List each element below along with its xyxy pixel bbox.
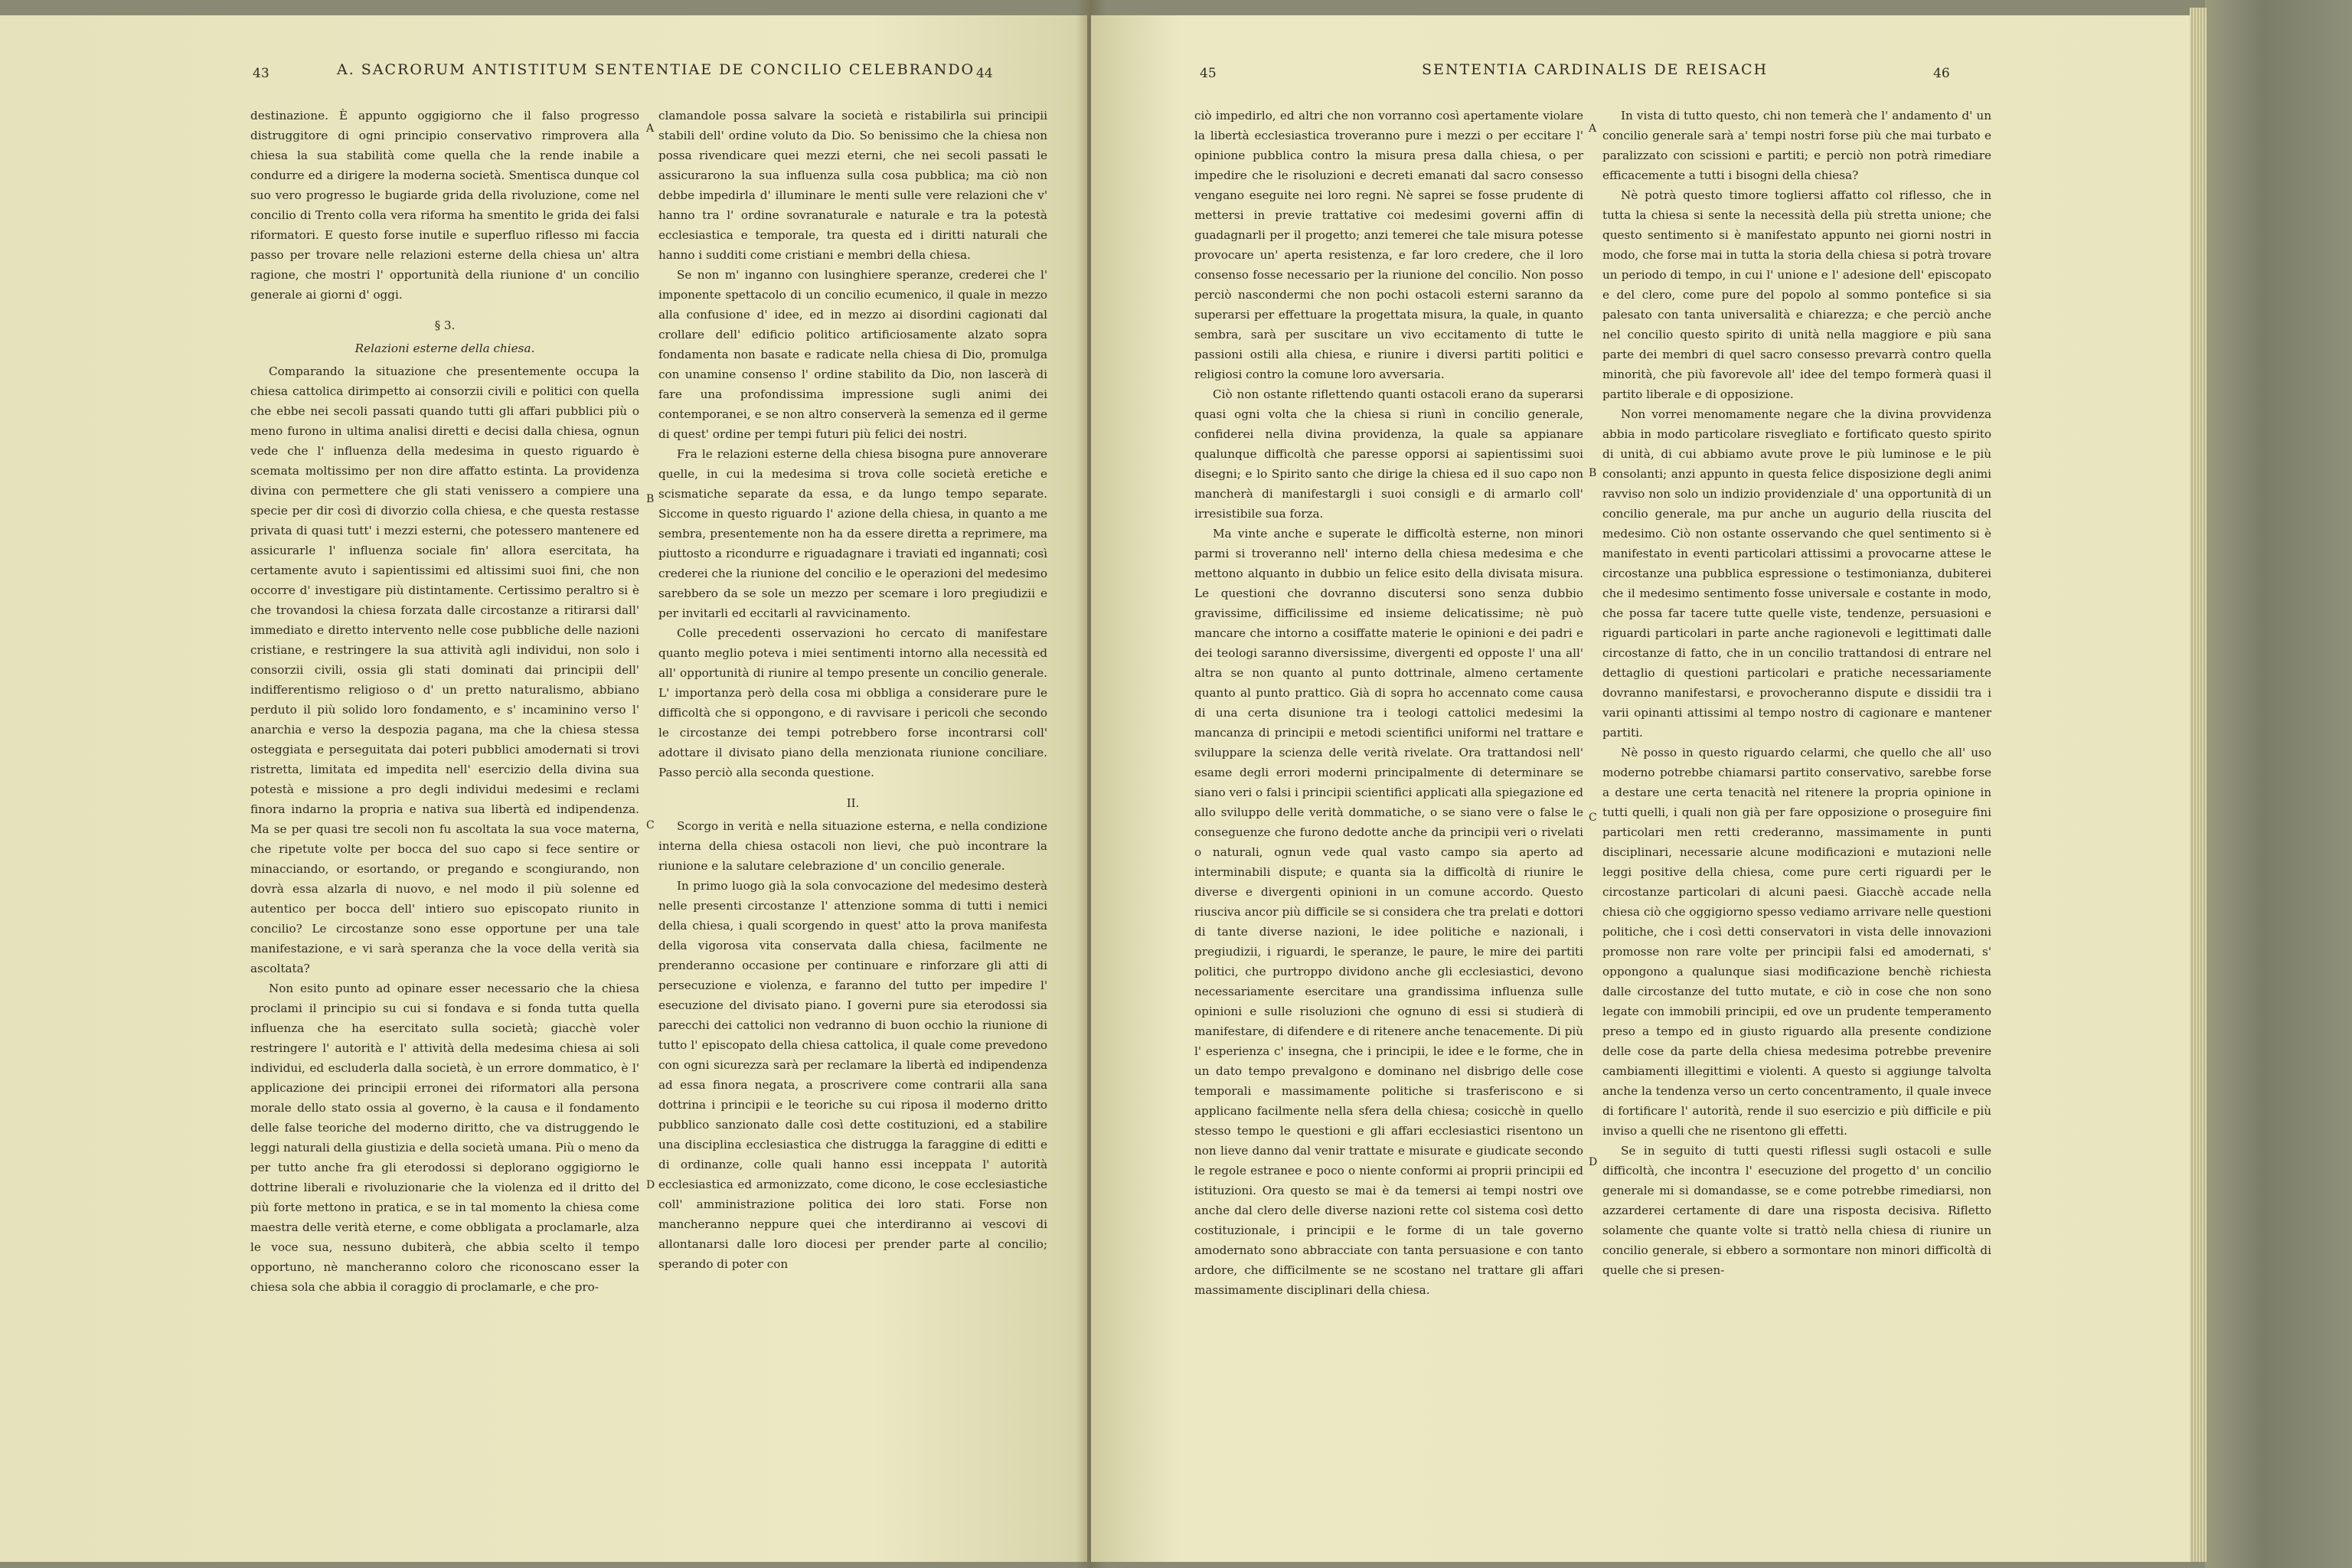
text-column-right bbox=[658, 106, 1047, 1274]
paragraph: Nè potrà questo timore togliersi affatto col riflesso, che in tutta la chiesa si sente la necessità della più stretta unione; che questo sentimento si è manifestato appunto nei giorni nostri in modo, che forse mai in tutta la storia della chiesa si potrà trovare un periodo di tempo, in cui l' unione e l' adesione dell' episcopato e del clero, come pure del popolo al sommo pontefice si sia palesato con tanta universalità e chiarezza; e che perciò anche nel concilio questo spirito di unità nella maggiore e più sana parte dei membri di quel sacro consesso prevarrà contro quella minorità, che più favorevole all' idee del tempo formerà quasi il partito liberale e di opposizione. bbox=[1602, 188, 1991, 401]
paragraph: Non esito punto ad opinare esser necessario che la chiesa proclami il principio su cui si fondava e si fonda tutta quella influenza che ha esercitato sulla società; giacchè voler restringere l' autorità e l' attività della medesima chiesa ai soli individui, ed escluderla dalla società, è un errore dommatico, è l' applicazione dei principii erronei dei riformatori alla persona morale dello stato ossia al governo, è la causa e il fondamento delle false teoriche del moderno diritto, che va distruggendo le leggi naturali della giustizia e della società umana. Più o meno da per tutto anche fra gli eterodossi si deplorano oggigiorno le dottrine liberali e rivoluzionarie che la violenza ed il dritto del più forte mettono in pratica, e se in tal momento la chiesa come maestra delle verità eterne, e come obbligata a proclamarle, alza le voce sua, nessuno dubiterà, che abbia scelto il tempo opportuno, nè mancheranno coloro che riconoscano esser la chiesa sola che abbia il coraggio di proclamarle, e che pro- bbox=[250, 982, 639, 1294]
right-page bbox=[1091, 15, 2194, 1562]
paragraph: Se non m' inganno con lusinghiere speranze, crederei che l' imponente spettacolo di un concilio ecumenico, il quale in mezzo alla confusione d' idee, ed in mezzo ai disordini cagionati dal crollare dell' edificio politico artificiosamente alzato sopra fondamenta non basate e radicate nella chiesa di Dio, promulga con unamine consenso l' ordine stabilito da Dio, non lascerà di fare una profondissima impressione sugli animi dei contemporanei, e se non altro conserverà la semenza ed il germe di quest' ordine per tempi futuri più felici dei nostri. bbox=[658, 268, 1047, 441]
paragraph: Comparando la situazione che presentemente occupa la chiesa cattolica dirimpetto ai consorzii civili e politici con quella che ebbe nei secoli passati quando tutti gli affari pubblici più o meno furono in ultima analisi diretti e decisi dalla chiesa, ognun vede che l' influenza della medesima in questo riguardo è scemata moltissimo per non dire affatto estinta. La providenza divina con permettere che gli stati venissero a compiere una specie per dir così di divorzio colla chiesa, e che questa restasse privata di quasi tutt' i mezzi esterni, che potessero mantenere ed assicurarle l' influenza sociale fin' allora esercitata, ha certamente avuto i sapientissimi ed altissimi suoi fini, che non occorre d' investigare più distintamente. Certissimo peraltro si è che trovandosi la chiesa forzata dalle circostanze a ritirarsi dall' immediato e diretto intervento nelle cose pubbliche delle nazioni cristiane, e restringere la sua attività agli individui, non solo i consorzii civili, ossia gli stati dominati dai principii dell' indifferentismo religioso o d' un pretto naturalismo, abbiano perduto il più solido loro fondamento, e s' incaminino verso l' anarchia e verso la despozia pagana, ma che la chiesa stessa osteggiata e perseguitata dai poteri pubblici amodernati si trovi ristretta, limitata ed impedita nell' esercizio della divina sua potestà e missione a pro degli individui medesimi e reclami finora indarno la propria e nativa sua libertà ed indipendenza. Ma se per quasi tre secoli non fu ascoltata la sua voce materna, che ripetute volte per bocca del suo capo si fece sentire or minacciando, or esortando, or pregando e scongiurando, non dovrà essa alzarla di nuovo, e nel modo il più solenne ed autentico per bocca dell' intiero suo episcopato riunito in concilio? Le circostanze sono esse opportune per una tale manifestazione, e vi sarà speranza che la voce della verità sia ascoltata? bbox=[250, 364, 639, 975]
margin-marker: C bbox=[1589, 812, 1597, 824]
background-surface bbox=[2205, 0, 2352, 1568]
page-number: 46 bbox=[1933, 66, 1950, 81]
paragraph: In vista di tutto questo, chi non temerà che l' andamento d' un concilio generale sarà a' tempi nostri forse più che mai turbato e paralizzato con scissioni e partiti; e perciò non potrà rimediare efficacemente a tutti i bisogni della chiesa? bbox=[1602, 109, 1991, 182]
section-title: Relazioni esterne della chiesa. bbox=[354, 341, 535, 355]
margin-marker: B bbox=[1589, 467, 1597, 479]
page-edges bbox=[2190, 8, 2207, 1562]
margin-marker: C bbox=[646, 819, 655, 831]
paragraph: Scorgo in verità e nella situazione esterna, e nella condizione interna della chiesa ostacoli non lievi, che può incontrare la riunione e la salutare celebrazione d' un concilio generale. bbox=[658, 819, 1047, 873]
paragraph: Ciò non ostante riflettendo quanti ostacoli erano da superarsi quasi ogni volta che la chiesa si riunì in concilio generale, confiderei nella divina providenza, la quale sa appianare qualunque difficoltà che paresse opporsi ai sapientissimi suoi disegni; e lo Spirito santo che dirige la chiesa ed il suo capo non mancherà di manifestargli i suoi consigli e di armarlo coll' irresistibile sua forza. bbox=[1194, 387, 1583, 521]
text-column-right bbox=[1602, 106, 1991, 1280]
paragraph: clamandole possa salvare la società e ristabilirla sui principii stabili dell' ordine voluto da Dio. So benissimo che la chiesa non possa rivendicare quei mezzi eterni, che nei secoli passati le assicurarono la sua influenza sulla cosa pubblica; ma ciò non debbe impedirla d' illuminare le menti sulle vere relazioni che v' hanno tra l' ordine sovranaturale e naturale e tra la potestà ecclesiastica e temporale, tra questa ed i diritti naturali che hanno i sudditi come cristiani e membri della chiesa. bbox=[658, 109, 1047, 262]
paragraph: destinazione. È appunto oggigiorno che il falso progresso distruggitore di ogni principio conservativo rimprovera alla chiesa la sua stabilità come quella che la rende inabile a condurre ed a dirigere la moderna società. Smentisca dunque col suo vero progresso le bugiarde grida della rivoluzione, come nel concilio di Trento colla vera riforma ha smentito le grida dei falsi riformatori. E questo forse inutile e superfluo riflesso mi faccia passo per trovare nelle relazioni esterne della chiesa un' altra ragione, che mostri l' opportunità della riunione d' un concilio generale ai giorni d' oggi. bbox=[250, 109, 639, 302]
margin-marker: D bbox=[1589, 1156, 1598, 1168]
margin-marker: B bbox=[646, 493, 655, 505]
paragraph: Fra le relazioni esterne della chiesa bisogna pure annoverare quelle, in cui la medesima si trova colle società eretiche e scismatiche separate da essa, e da lungo tempo separate. Siccome in questo riguardo l' azione della chiesa, in quanto a me sembra, presentemente non ha da essere diretta a reprimere, ma piuttosto a ricondurre e riguadagnare i traviati ed ingannati; così crederei che la riunione del concilio e le operazioni del medesimo sarebbero da se sole un mezzo per scemare i loro pregiudizii e per invitarli ed eccitarli al ravvicinamento. bbox=[658, 447, 1047, 620]
paragraph: Se in seguito di tutti questi riflessi sugli ostacoli e sulle difficoltà, che incontra l' esecuzione del progetto d' un concilio generale mi si domandasse, se e come potrebbe rimediarsi, non azzarderei certamente di dare una risposta decisiva. Rifletto solamente che quante volte si trattò nella chiesa di riunire un concilio generale, si ebbero a sormontare non minori difficoltà di quelle che si presen- bbox=[1602, 1144, 1991, 1277]
text-column-left bbox=[250, 106, 639, 1297]
left-page bbox=[0, 15, 1087, 1562]
margin-marker: A bbox=[1589, 122, 1597, 135]
paragraph: In primo luogo già la sola convocazione del medesimo desterà nelle presenti circostanze l' attenzione somma di tutti i nemici della chiesa, i quali scorgendo in quest' atto la prova manifesta della vigorosa vita conservata dalla chiesa, facilmente ne prenderanno occasione per continuare e rinforzare gli atti di persecuzione e violenza, e faranno del tutto per impedire l' esecuzione del divisato piano. I governi pure sia eterodossi sia parecchi dei cattolici non vedranno di buon occhio la riunione di tutto l' episcopato della chiesa cattolica, il quale come prevedono con ogni sicurezza sarà per reclamare la libertà ed indipendenza ad essa finora negata, a proscrivere come contrarii alla sana dottrina i principii e le teoriche su cui riposa il moderno dritto pubblico sanzionato dalle così dette costituzioni, ed a stabilire una disciplina ecclesiastica che distrugga la faraggine di editti e di ordinanze, colle quali hanno essi inceppata l' autorità ecclesiastica ed armonizzato, come dicono, le cose ecclesiastiche coll' amministrazione politica dei loro stati. Forse non mancheranno neppure quei che interdiranno ai vescovi di allontanarsi dalle loro diocesi per prender parte al concilio; sperando di poter con bbox=[658, 879, 1047, 1271]
running-head: SENTENTIA CARDINALIS DE REISACH bbox=[1422, 61, 1769, 78]
text-column-left bbox=[1194, 106, 1583, 1300]
paragraph: Nè posso in questo riguardo celarmi, che quello che all' uso moderno potrebbe chiamarsi partito conservativo, sarebbe forse a destare une certa tenacità nel ritenere la propria opinione in tutti quelli, i quali non già per fare opposizione o proseguire fini particolari men retti crederanno, massimamente in punti disciplinari, necessarie alcune modificazioni e mutazioni nelle leggi positive della chiesa, come pure certi riguardi per le circostanze particolari di alcuni paesi. Giacchè accade nella chiesa ciò che oggigiorno spesso vediamo arrivare nelle questioni politiche, che i così detti conservatori in vista delle innovazioni promosse non rare volte per principii falsi ed amodernati, s' oppongono a qualunque siasi modificazione benchè richiesta dalle circostanze del tutto mutate, e ciò in cose che non sono legate con immobili principii, ed ove un prudente temperamento preso a tempo ed in giusto riguardo alla presente condizione delle cose da parte della chiesa medesima potrebbe prevenire cambiamenti illegittimi e violenti. A questo si aggiunge talvolta anche la tendenza verso un certo concentramento, il quale invece di fortificare l' autorità, rende il suo esercizio e più difficile e più inviso a quelli che ne risentono gli effetti. bbox=[1602, 746, 1991, 1138]
page-number: 44 bbox=[976, 66, 993, 81]
page-number: 43 bbox=[253, 66, 270, 81]
running-head: A. SACRORUM ANTISTITUM SENTENTIAE DE CONCILIO CELEBRANDO bbox=[337, 61, 975, 78]
page-number: 45 bbox=[1200, 66, 1217, 81]
paragraph: Colle precedenti osservazioni ho cercato di manifestare quanto meglio poteva i miei sentimenti intorno alla necessità ed all' opportunità di riunire al tempo presente un concilio generale. L' importanza però della cosa mi obbliga a considerare pure le difficoltà che si oppongono, e di ravvisare i pericoli che secondo le circostanze dei tempi potrebbero forse incontrarsi coll' adottare il divisato piano della menzionata riunione conciliare. Passo perciò alla seconda questione. bbox=[658, 626, 1047, 779]
paragraph: Ma vinte anche e superate le difficoltà esterne, non minori parmi si troveranno nell' interno della chiesa medesima e che mettono alquanto in dubbio un felice esito della divisata misura. Le questioni che dovranno discutersi sono senza dubbio gravissime, difficilissime ed insieme delicatissime; nè può mancare che intorno a cosiffatte materie le opinioni e dei padri e dei teologi saranno diversissime, divergenti ed opposte l' una all' altra se non quanto al punto dottrinale, almeno certamente quanto al punto prattico. Già di sopra ho accennato come causa di una certa disunione tra i teologi cattolici medesimi la mancanza di principii e metodi scientifici uniformi nel trattare e sviluppare la scienza delle verità rivelate. Ora trattandosi nell' esame degli errori moderni principalmente di determinare se siano veri o falsi i principii scientifici applicati alla spiegazione ed allo sviluppo delle verità dommatiche, o se siano vere o false le conseguenze che furono dedotte anche da principii veri o rivelati o naturali, ognun vede qual vasto campo sia aperto ad interminabili dispute; e quanta sia la difficoltà di riunire le diverse e divergenti opinioni in un comune accordo. Questo riusciva ancor più difficile se si considera che tra prelati e dottori di tante diverse nazioni, le idee politiche e nazionali, i pregiudizii, i riguardi, le speranze, le paure, le mire dei partiti politici, che purtroppo dividono anche gli ecclesiastici, devono necessariamente esercitare una grandissima influenza sulle opinioni e sulle risoluzioni che ognuno di essi si studierà di manifestare, di difendere e di ritenere anche tenacemente. Di più l' esperienza c' insegna, che i principii, le idee e le forme, che in un dato tempo prevalgono e dominano nel disbrigo delle cose temporali e massimamente politiche si trasferiscono e si applicano facilmente nella sfera della chiesa; cosicchè in quello stesso tempo le questioni e gli affari ecclesiastici risentono un non lieve danno dal venir trattate e misurate e giudicate secondo le regole estranee e poco o niente conformi ai proprii principii ed istituzioni. Ora questo se mai è da temersi ai tempi nostri ove anche dal clero delle diverse nazioni rette col sistema così detto costituzionale, i principii e le forme di un tale governo amodernato sono abbracciate con tanta persuasione e con tanto ardore, che difficilmente se ne scostano nel trattare gli affari massimamente disciplinari della chiesa. bbox=[1194, 527, 1583, 1297]
section-number: § 3. bbox=[434, 318, 456, 332]
margin-marker: D bbox=[646, 1179, 655, 1191]
paragraph: ciò impedirlo, ed altri che non vorranno così apertamente violare la libertà ecclesiastica troveranno pure i mezzi o per eccitare l' opinione pubblica contro la misura presa dalla chiesa, o per impedire che le risoluzioni e decreti emanati dal sacro consesso vengano eseguite nei loro regni. Nè saprei se fosse prudente di mettersi in previe trattative coi medesimi governi affin di guadagnarli per il progetto; anzi temerei che tale misura potesse provocare un' aperta resistenza, e far loro credere, che il loro consenso fosse necessario per la riunione del concilio. Non posso perciò nascondermi che non pochi ostacoli esterni saranno da superarsi per effettuare la progettata misura, la quale, in quanto sembra, sarà per suscitare un vivo eccitamento di tutte le passioni ostili alla chiesa, e riunire i diversi partiti politici e religiosi contro la comune loro avversaria. bbox=[1194, 109, 1583, 381]
margin-marker: A bbox=[646, 122, 655, 135]
paragraph: Non vorrei menomamente negare che la divina provvidenza abbia in modo particolare risvegliato e fortificato questo spirito di unità, di cui abbiamo avute prove le più luminose e le più consolanti; anzi appunto in questa felice disposizione degli animi ravviso non solo un indizio providenziale d' una opportunità di un concilio generale, ma pur anche un augurio della riuscita del medesimo. Ciò non ostante osservando che quel sentimento si è manifestato in eventi particolari attissimi a provocarne attese le circostanze una pubblica espressione o testimonianza, dubiterei che il medesimo sentimento fosse universale e costante in modo, che possa far tacere tutte quelle viste, tendenze, persuasioni e riguardi particolari in parte anche ragionevoli e legittimati dalle circostanze di fatto, che in un concilio trattandosi di entrare nel dettaglio di questioni particolari e pratiche necessariamente dovranno manifestarsi, e provocheranno dispute e dissidii tra i varii opinanti attissimi al tempo nostro di cagionare e mantener partiti. bbox=[1602, 407, 1991, 740]
section-number: II. bbox=[846, 796, 860, 810]
